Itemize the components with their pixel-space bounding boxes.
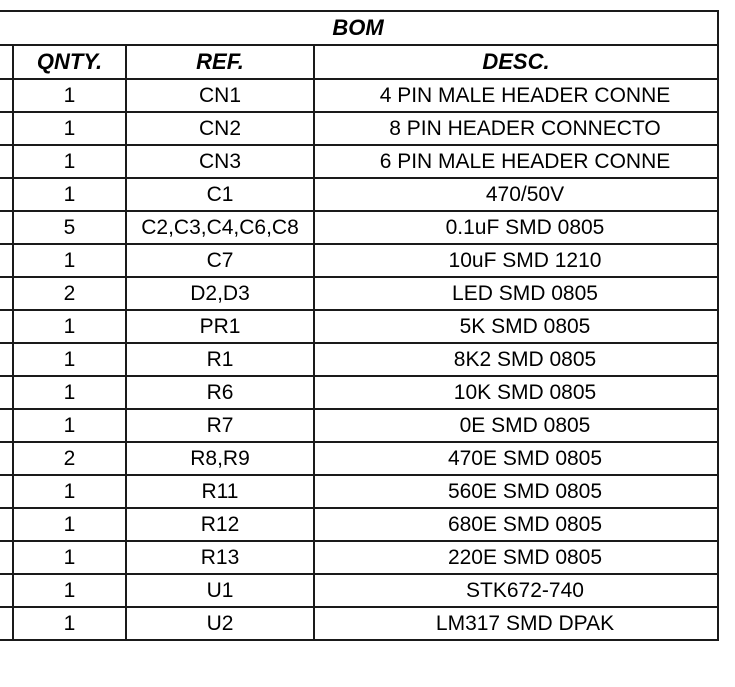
qnty-cell: 1 bbox=[13, 376, 126, 409]
desc-cell bbox=[314, 442, 718, 475]
desc-text: LED SMD 0805 bbox=[452, 282, 598, 305]
ref-cell: CN2 bbox=[126, 112, 314, 145]
table-row bbox=[0, 409, 718, 442]
ref-cell: R8,R9 bbox=[126, 442, 314, 475]
row-stub-cell bbox=[0, 112, 13, 145]
table-row bbox=[0, 178, 718, 211]
desc-text: 680E SMD 0805 bbox=[447, 513, 603, 536]
ref-cell: R12 bbox=[126, 508, 314, 541]
row-stub-cell bbox=[0, 343, 13, 376]
ref-cell: C1 bbox=[126, 178, 314, 211]
ref-cell: R7 bbox=[126, 409, 314, 442]
table-row bbox=[0, 475, 718, 508]
qnty-cell: 1 bbox=[13, 145, 126, 178]
row-stub-cell bbox=[0, 475, 13, 508]
row-stub-cell bbox=[0, 178, 13, 211]
table-row bbox=[0, 244, 718, 277]
desc-text: STK672-740 bbox=[466, 579, 584, 602]
row-stub-cell bbox=[0, 409, 13, 442]
desc-text: LM317 SMD DPAK bbox=[435, 612, 615, 635]
table-row bbox=[0, 277, 718, 310]
row-stub-cell bbox=[0, 508, 13, 541]
desc-cell bbox=[314, 79, 718, 112]
table-row bbox=[0, 574, 718, 607]
table-row bbox=[0, 211, 718, 244]
table-row bbox=[0, 310, 718, 343]
bom-title: BOM bbox=[0, 11, 718, 45]
desc-cell bbox=[314, 310, 718, 343]
row-stub-cell bbox=[0, 574, 13, 607]
desc-text: 8K2 SMD 0805 bbox=[453, 348, 597, 371]
ref-cell: R1 bbox=[126, 343, 314, 376]
desc-text: 470E SMD 0805 bbox=[447, 447, 603, 470]
desc-cell bbox=[314, 178, 718, 211]
desc-text: 4 PIN MALE HEADER CONNE bbox=[379, 84, 671, 107]
qnty-cell: 2 bbox=[13, 277, 126, 310]
qnty-cell: 1 bbox=[13, 475, 126, 508]
desc-cell bbox=[314, 409, 718, 442]
ref-cell: R13 bbox=[126, 541, 314, 574]
desc-cell bbox=[314, 211, 718, 244]
ref-cell: U2 bbox=[126, 607, 314, 640]
row-stub-cell bbox=[0, 244, 13, 277]
table-row bbox=[0, 376, 718, 409]
bom-body bbox=[0, 79, 718, 640]
table-row bbox=[0, 343, 718, 376]
qnty-cell: 1 bbox=[13, 112, 126, 145]
qnty-cell: 1 bbox=[13, 79, 126, 112]
desc-text: 0.1uF SMD 0805 bbox=[445, 216, 605, 239]
qnty-cell: 1 bbox=[13, 574, 126, 607]
ref-cell: R6 bbox=[126, 376, 314, 409]
desc-cell bbox=[314, 541, 718, 574]
desc-text: 10uF SMD 1210 bbox=[448, 249, 602, 272]
row-stub-cell bbox=[0, 376, 13, 409]
header-desc: DESC. bbox=[314, 45, 718, 79]
table-row bbox=[0, 508, 718, 541]
qnty-cell: 5 bbox=[13, 211, 126, 244]
ref-cell: R11 bbox=[126, 475, 314, 508]
desc-text: 6 PIN MALE HEADER CONNE bbox=[379, 150, 671, 173]
desc-cell bbox=[314, 112, 718, 145]
ref-cell: CN1 bbox=[126, 79, 314, 112]
row-stub-cell bbox=[0, 277, 13, 310]
qnty-cell: 1 bbox=[13, 508, 126, 541]
ref-cell: PR1 bbox=[126, 310, 314, 343]
ref-cell: CN3 bbox=[126, 145, 314, 178]
ref-cell: U1 bbox=[126, 574, 314, 607]
qnty-cell: 1 bbox=[13, 541, 126, 574]
row-stub-cell bbox=[0, 145, 13, 178]
bom-title-row bbox=[0, 11, 718, 45]
qnty-cell: 1 bbox=[13, 607, 126, 640]
row-stub-cell bbox=[0, 211, 13, 244]
row-stub-cell bbox=[0, 607, 13, 640]
desc-cell bbox=[314, 145, 718, 178]
ref-cell: C2,C3,C4,C6,C8 bbox=[126, 211, 314, 244]
ref-cell: D2,D3 bbox=[126, 277, 314, 310]
row-stub-cell bbox=[0, 310, 13, 343]
header-stub-cell bbox=[0, 45, 13, 79]
qnty-cell: 1 bbox=[13, 343, 126, 376]
desc-text: 8 PIN HEADER CONNECTO bbox=[389, 117, 661, 140]
table-row bbox=[0, 541, 718, 574]
qnty-cell: 1 bbox=[13, 244, 126, 277]
desc-cell bbox=[314, 277, 718, 310]
desc-cell bbox=[314, 343, 718, 376]
qnty-cell: 2 bbox=[13, 442, 126, 475]
desc-cell bbox=[314, 607, 718, 640]
desc-cell bbox=[314, 376, 718, 409]
desc-cell bbox=[314, 475, 718, 508]
qnty-cell: 1 bbox=[13, 178, 126, 211]
desc-text: 10K SMD 0805 bbox=[453, 381, 597, 404]
desc-text: 220E SMD 0805 bbox=[447, 546, 603, 569]
row-stub-cell bbox=[0, 442, 13, 475]
row-stub-cell bbox=[0, 79, 13, 112]
table-row bbox=[0, 79, 718, 112]
desc-cell bbox=[314, 574, 718, 607]
desc-text: 470/50V bbox=[485, 183, 565, 206]
table-row bbox=[0, 607, 718, 640]
desc-text: 560E SMD 0805 bbox=[447, 480, 603, 503]
bom-header-row bbox=[0, 45, 718, 79]
row-stub-cell bbox=[0, 541, 13, 574]
header-qnty: QNTY. bbox=[13, 45, 126, 79]
ref-cell: C7 bbox=[126, 244, 314, 277]
table-row bbox=[0, 442, 718, 475]
table-row bbox=[0, 145, 718, 178]
desc-text: 5K SMD 0805 bbox=[459, 315, 591, 338]
bom-table-container bbox=[0, 10, 717, 641]
qnty-cell: 1 bbox=[13, 409, 126, 442]
table-row bbox=[0, 112, 718, 145]
desc-cell bbox=[314, 244, 718, 277]
desc-cell bbox=[314, 508, 718, 541]
header-ref: REF. bbox=[126, 45, 314, 79]
qnty-cell: 1 bbox=[13, 310, 126, 343]
bom-table bbox=[0, 10, 719, 641]
desc-text: 0E SMD 0805 bbox=[459, 414, 591, 437]
